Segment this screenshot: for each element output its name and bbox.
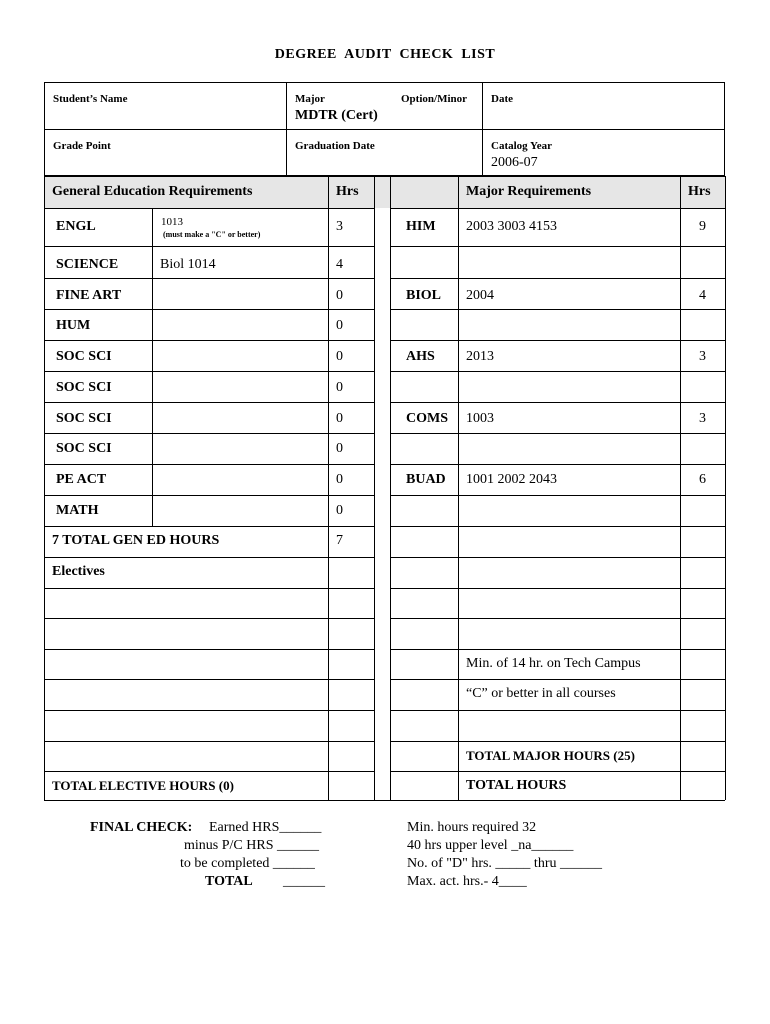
gen-ed-total-hrs[interactable]: 7 [336, 533, 343, 548]
major-courses[interactable]: 1001 2002 2043 [466, 472, 557, 487]
gen-ed-subject: MATH [56, 503, 99, 518]
page-title: DEGREE AUDIT CHECK LIST [274, 47, 496, 62]
gen-ed-hrs[interactable]: 0 [336, 318, 343, 333]
max-activity-hours: Max. act. hrs.- 4____ [407, 874, 527, 889]
major-courses[interactable]: 1003 [466, 411, 494, 426]
to-be-completed: to be completed ______ [180, 856, 315, 871]
major-subject: BUAD [406, 472, 446, 487]
gen-ed-hrs-heading: Hrs [328, 176, 374, 208]
grade-point-label: Grade Point [53, 140, 111, 152]
student-name-label: Student’s Name [53, 93, 128, 105]
gen-ed-hrs[interactable]: 3 [336, 219, 343, 234]
gen-ed-hrs[interactable]: 0 [336, 472, 343, 487]
gen-ed-hrs[interactable]: 0 [336, 349, 343, 364]
major-value[interactable]: MDTR (Cert) [295, 108, 378, 123]
date-label: Date [491, 93, 513, 105]
gen-ed-total-label: 7 TOTAL GEN ED HOURS [52, 533, 220, 548]
minus-pc-hrs: minus P/C HRS ______ [184, 838, 319, 853]
final-check-label: FINAL CHECK: [90, 820, 193, 835]
major-hrs-heading: Hrs [680, 176, 725, 208]
gen-ed-subject: SOC SCI [56, 441, 112, 456]
major-hrs[interactable]: 4 [699, 288, 706, 303]
engl-course: 1013 [161, 216, 183, 228]
gen-ed-subject: SOC SCI [56, 411, 112, 426]
major-courses[interactable]: 2013 [466, 349, 494, 364]
gen-ed-subject: SCIENCE [56, 257, 119, 272]
gen-ed-course[interactable] [152, 311, 328, 341]
gen-ed-heading: General Education Requirements [44, 176, 328, 208]
catalog-year-value[interactable]: 2006-07 [491, 155, 538, 170]
gen-ed-course[interactable] [152, 465, 328, 495]
min-hours-required: Min. hours required 32 [407, 820, 537, 835]
major-subject: BIOL [406, 288, 442, 303]
gen-ed-hrs[interactable]: 4 [336, 257, 343, 272]
gen-ed-subject: FINE ART [56, 288, 122, 303]
major-subject: COMS [406, 411, 448, 426]
major-heading: Major Requirements [458, 176, 680, 208]
gen-ed-hrs[interactable]: 0 [336, 411, 343, 426]
total-hours-label: TOTAL HOURS [466, 777, 567, 793]
grade-c-note: “C” or better in all courses [466, 686, 616, 701]
major-hrs[interactable]: 9 [699, 219, 706, 234]
gen-ed-course[interactable] [152, 404, 328, 434]
major-label: Major [295, 93, 325, 105]
gen-ed-course[interactable] [161, 216, 260, 239]
option-minor-label: Option/Minor [401, 93, 468, 105]
student-info-header [44, 82, 725, 176]
major-courses[interactable]: 2003 3003 4153 [466, 219, 557, 234]
major-hrs[interactable]: 3 [699, 349, 706, 364]
gen-ed-course[interactable] [152, 342, 328, 372]
gen-ed-course[interactable]: Biol 1014 [160, 257, 216, 272]
engl-note: (must make a "C" or better) [163, 230, 261, 239]
gen-ed-course[interactable] [152, 373, 328, 403]
major-hrs[interactable]: 3 [699, 411, 706, 426]
gen-ed-hrs[interactable]: 0 [336, 288, 343, 303]
gen-ed-hrs[interactable]: 0 [336, 380, 343, 395]
gen-ed-course[interactable] [152, 496, 328, 526]
major-subject: HIM [406, 219, 436, 234]
gen-ed-hrs[interactable]: 0 [336, 503, 343, 518]
total-elective-hours-label: TOTAL ELECTIVE HOURS (0) [52, 777, 234, 793]
gen-ed-hrs[interactable]: 0 [336, 441, 343, 456]
gen-ed-subject: SOC SCI [56, 349, 112, 364]
gen-ed-subject: ENGL [56, 219, 96, 234]
major-courses[interactable]: 2004 [466, 288, 494, 303]
graduation-date-label: Graduation Date [295, 140, 375, 152]
gen-ed-subject: HUM [56, 318, 91, 333]
gen-ed-subject: SOC SCI [56, 380, 112, 395]
tech-campus-note: Min. of 14 hr. on Tech Campus [466, 656, 641, 671]
gen-ed-subject: PE ACT [56, 472, 107, 487]
requirements-grid [44, 176, 725, 800]
d-hours: No. of "D" hrs. _____ thru ______ [407, 856, 602, 871]
catalog-year-label: Catalog Year [491, 140, 552, 152]
gen-ed-course[interactable] [152, 281, 328, 311]
upper-level-hours: 40 hrs upper level _na______ [407, 838, 574, 853]
major-hrs[interactable]: 6 [699, 472, 706, 487]
earned-hrs: Earned HRS______ [209, 820, 322, 835]
total-label: TOTAL [205, 874, 253, 889]
major-subject: AHS [406, 349, 435, 364]
total-line: ______ [283, 874, 325, 889]
total-major-hours-label: TOTAL MAJOR HOURS (25) [466, 748, 635, 763]
electives-label: Electives [52, 564, 105, 579]
gen-ed-course[interactable] [152, 434, 328, 464]
